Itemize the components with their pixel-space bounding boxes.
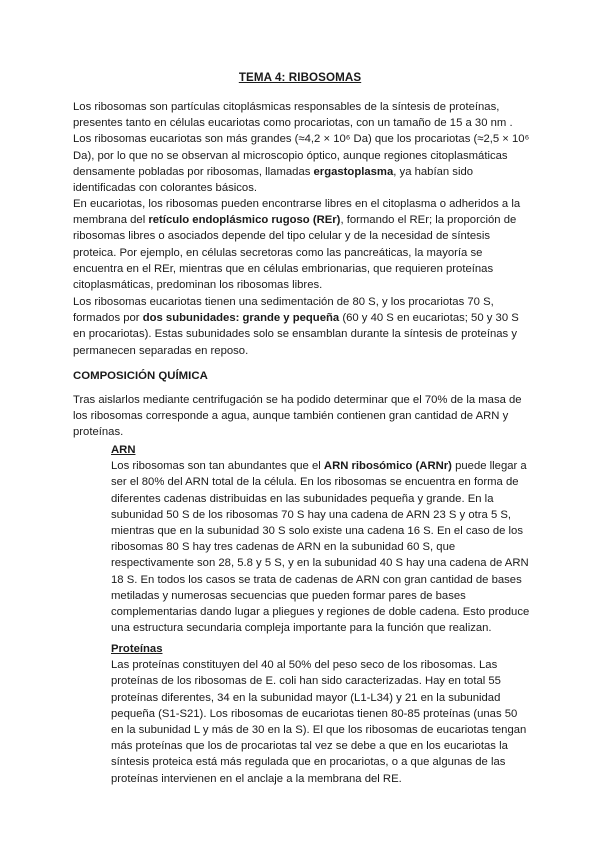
document-title: TEMA 4: RIBOSOMAS	[238, 71, 362, 84]
proteinas-section	[111, 641, 531, 787]
rer-term: retículo endoplásmico rugoso (REr)	[148, 214, 341, 227]
composition-intro-paragraph: Tras aislarlos mediante centrifugación se ha podido determinar que el 70% de la masa de los ribosomas corresponde a agua, aunque también contienen gran cantidad de ARN y proteínas.	[73, 394, 522, 439]
subunits-paragraph: Los ribosomas eucariotas tienen una sedimentación de 80 S, y los procariotas 70 S, formados por dos subunidades: grande y pequeña (60 y 40 S en eucariotas; 50 y 30 S en procariotas). Estas subunidades solo se ensamblan durante la síntesis de proteínas y permanecen separadas en reposo.	[73, 296, 519, 357]
arn-section: ARN Los ribosomas son tan abundantes que el ARN ribosómico (ARNr) puede llegar a ser el 80% del ARN total de la célula. En los ribosomas se encuentra en forma de diferentes cadenas distribuidas en las subunidades pequeña y grande. En la subunidad 50 S de los ribosomas 70 S hay una cadena de ARN 23 S y otra 5 S, mientras que en la subunidad 30 S solo existe una cadena 16 S. En el caso de los ribosomas 80 S hay tres cadenas de ARN en la subunidad 60 S, que respectivamente son 28, 5.8 y 5 S, y en la subunidad 40 S hay una cadena de ARN 18 S. En todos los casos se trata de cadenas de ARN con gran cantidad de bases metiladas y numerosas secuencias que pueden formar pares de bases complementarias dando lugar a pliegues y regiones de doble cadena. Esto produce una estructura secundaria compleja importante para la función que realizan.	[111, 444, 530, 635]
ergastoplasma-term: ergastoplasma	[313, 165, 394, 178]
arnr-term: ARN ribosómico (ARNr)	[323, 460, 452, 473]
arn-heading: ARN	[111, 444, 136, 456]
proteinas-heading: Proteínas	[111, 643, 163, 655]
proteinas-text: Las proteínas constituyen del 40 al 50% del peso seco de los ribosomas. Las proteínas de los ribosomas de E. coli han sido caracterizadas. Hay en total 55 proteínas diferentes, 34 en la subunidad mayor (L1-L34) y 21 en la subunidad pequeña (S1-S21). Los ribosomas de eucariotas tienen 80-85 proteínas (unas 50 en la subunidad L y más de 30 en la S). El que los ribosomas de eucariotas tengan más proteínas que los de procariotas tal vez se debe a que en los eucariotas la síntesis proteica está más regulada que en procariotas, o a que algunas de las proteínas intervienen en el anclaje a la membrana del RE.	[111, 659, 527, 785]
intro-paragraph: Los ribosomas son partículas citoplásmicas responsables de la síntesis de proteínas, presentes tanto en células eucariotas como procariotas, con un tamaño de 15 a 30 nm . Los ribosomas eucariotas son más grandes (≈4,2 × 10⁶ Da) que los procariotas (≈2,5 × 10⁶ Da), por lo que no se observan al microscopio óptico, aunque regiones citoplasmáticas densamente pobladas por ribosomas, llamadas ergastoplasma, ya habían sido identificadas con colorantes básicos.	[73, 101, 530, 195]
subunits-term: dos subunidades: grande y pequeña	[142, 312, 340, 325]
section-heading-composicion: COMPOSICIÓN QUÍMICA	[73, 370, 208, 382]
location-paragraph: En eucariotas, los ribosomas pueden encontrarse libres en el citoplasma o adheridos a la membrana del retículo endoplásmico rugoso (REr), formando el REr; la proporción de ribosomas libres o asociados depende del tipo celular y de la necesidad de síntesis proteica. Por ejemplo, en células secretoras como las pancreáticas, la mayoría se encuentra en el REr, mientras que en células embrionarias, que requieren proteínas citoplasmáticas, predominan los ribosomas libres.	[73, 198, 521, 292]
